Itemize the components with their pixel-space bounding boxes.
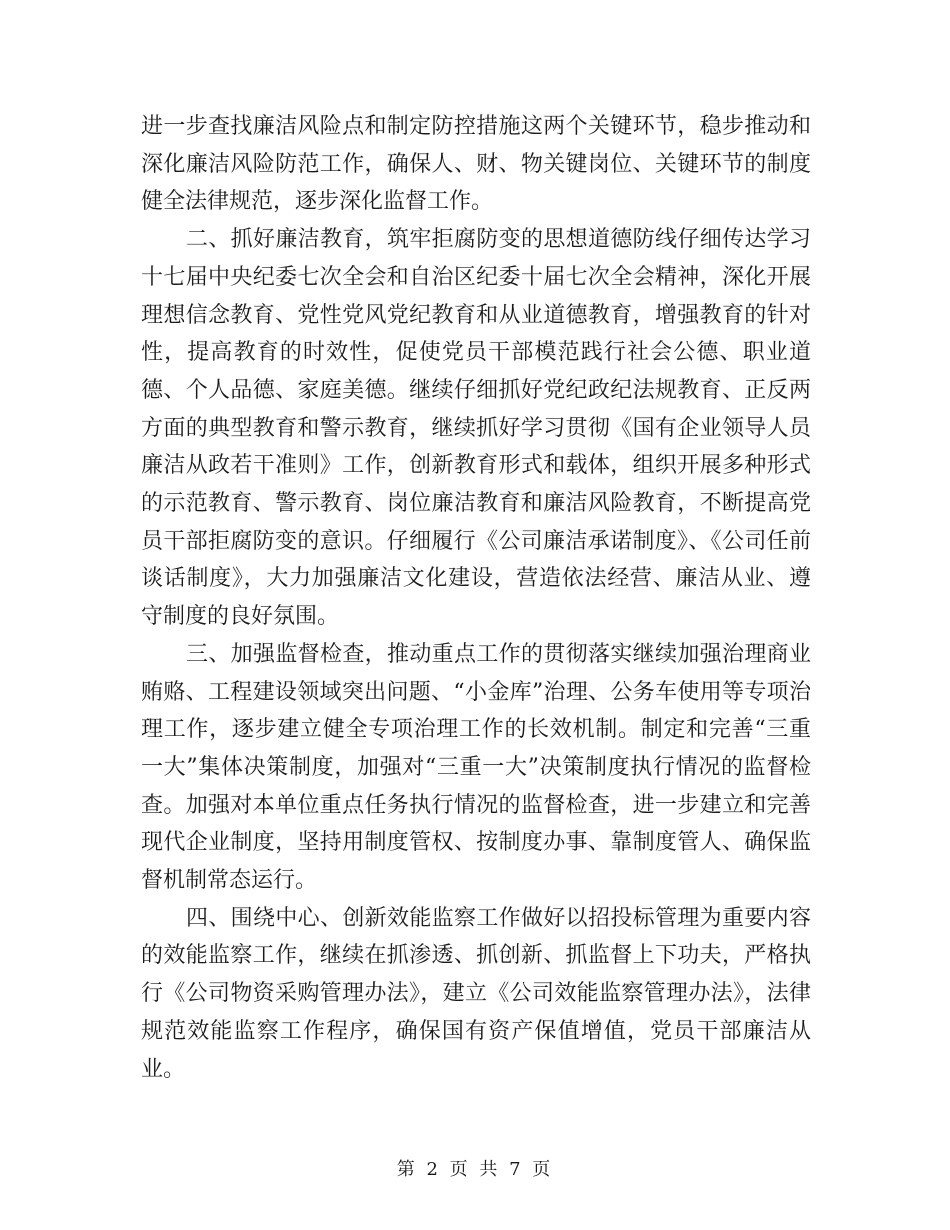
paragraph-section-3: 三、加强监督检查，推动重点工作的贯彻落实继续加强治理商业贿赂、工程建设领域突出问题、“小金库”治理、公务车使用等专项治理工作，逐步建立健全专项治理工作的长效机制。制定和完善“三重一大”集体决策制度，加强对“三重一大”决策制度执行情况的监督检查。加强对本单位重点任务执行情况的监督检查，进一步建立和完善现代企业制度，坚持用制度管权、按制度办事、靠制度管人、确保监督机制常态运行。 <box>141 641 811 894</box>
paragraph-section-4: 四、围绕中心、创新效能监察工作做好以招投标管理为重要内容的效能监察工作，继续在抓渗透、抓创新、抓监督上下功夫，严格执行《公司物资采购管理办法》，建立《公司效能监察管理办法》，法律规范效能监察工作程序，确保国有资产保值增值，党员干部廉洁从业。 <box>141 905 811 1082</box>
paragraph-continuation: 进一步查找廉洁风险点和制定防控措施这两个关键环节，稳步推动和深化廉洁风险防范工作，确保人、财、物关键岗位、关键环节的制度健全法律规范，逐步深化监督工作。 <box>141 114 811 215</box>
body-text <box>141 108 811 1088</box>
page-number-footer: 第 2 页 共 7 页 <box>396 1159 554 1180</box>
paragraph-section-2: 二、抓好廉洁教育，筑牢拒腐防变的思想道德防线仔细传达学习十七届中央纪委七次全会和自治区纪委十届七次全会精神，深化开展理想信念教育、党性党风党纪教育和从业道德教育，增强教育的针对性，提高教育的时效性，促使党员干部模范践行社会公德、职业道德、个人品德、家庭美德。继续仔细抓好党纪政纪法规教育、正反两方面的典型教育和警示教育，继续抓好学习贯彻《国有企业领导人员廉洁从政若干准则》工作，创新教育形式和载体，组织开展多种形式的示范教育、警示教育、岗位廉洁教育和廉洁风险教育，不断提高党员干部拒腐防变的意识。仔细履行《公司廉洁承诺制度》、《公司任前谈话制度》，大力加强廉洁文化建设，营造依法经营、廉洁从业、遵守制度的良好氛围。 <box>141 227 811 630</box>
